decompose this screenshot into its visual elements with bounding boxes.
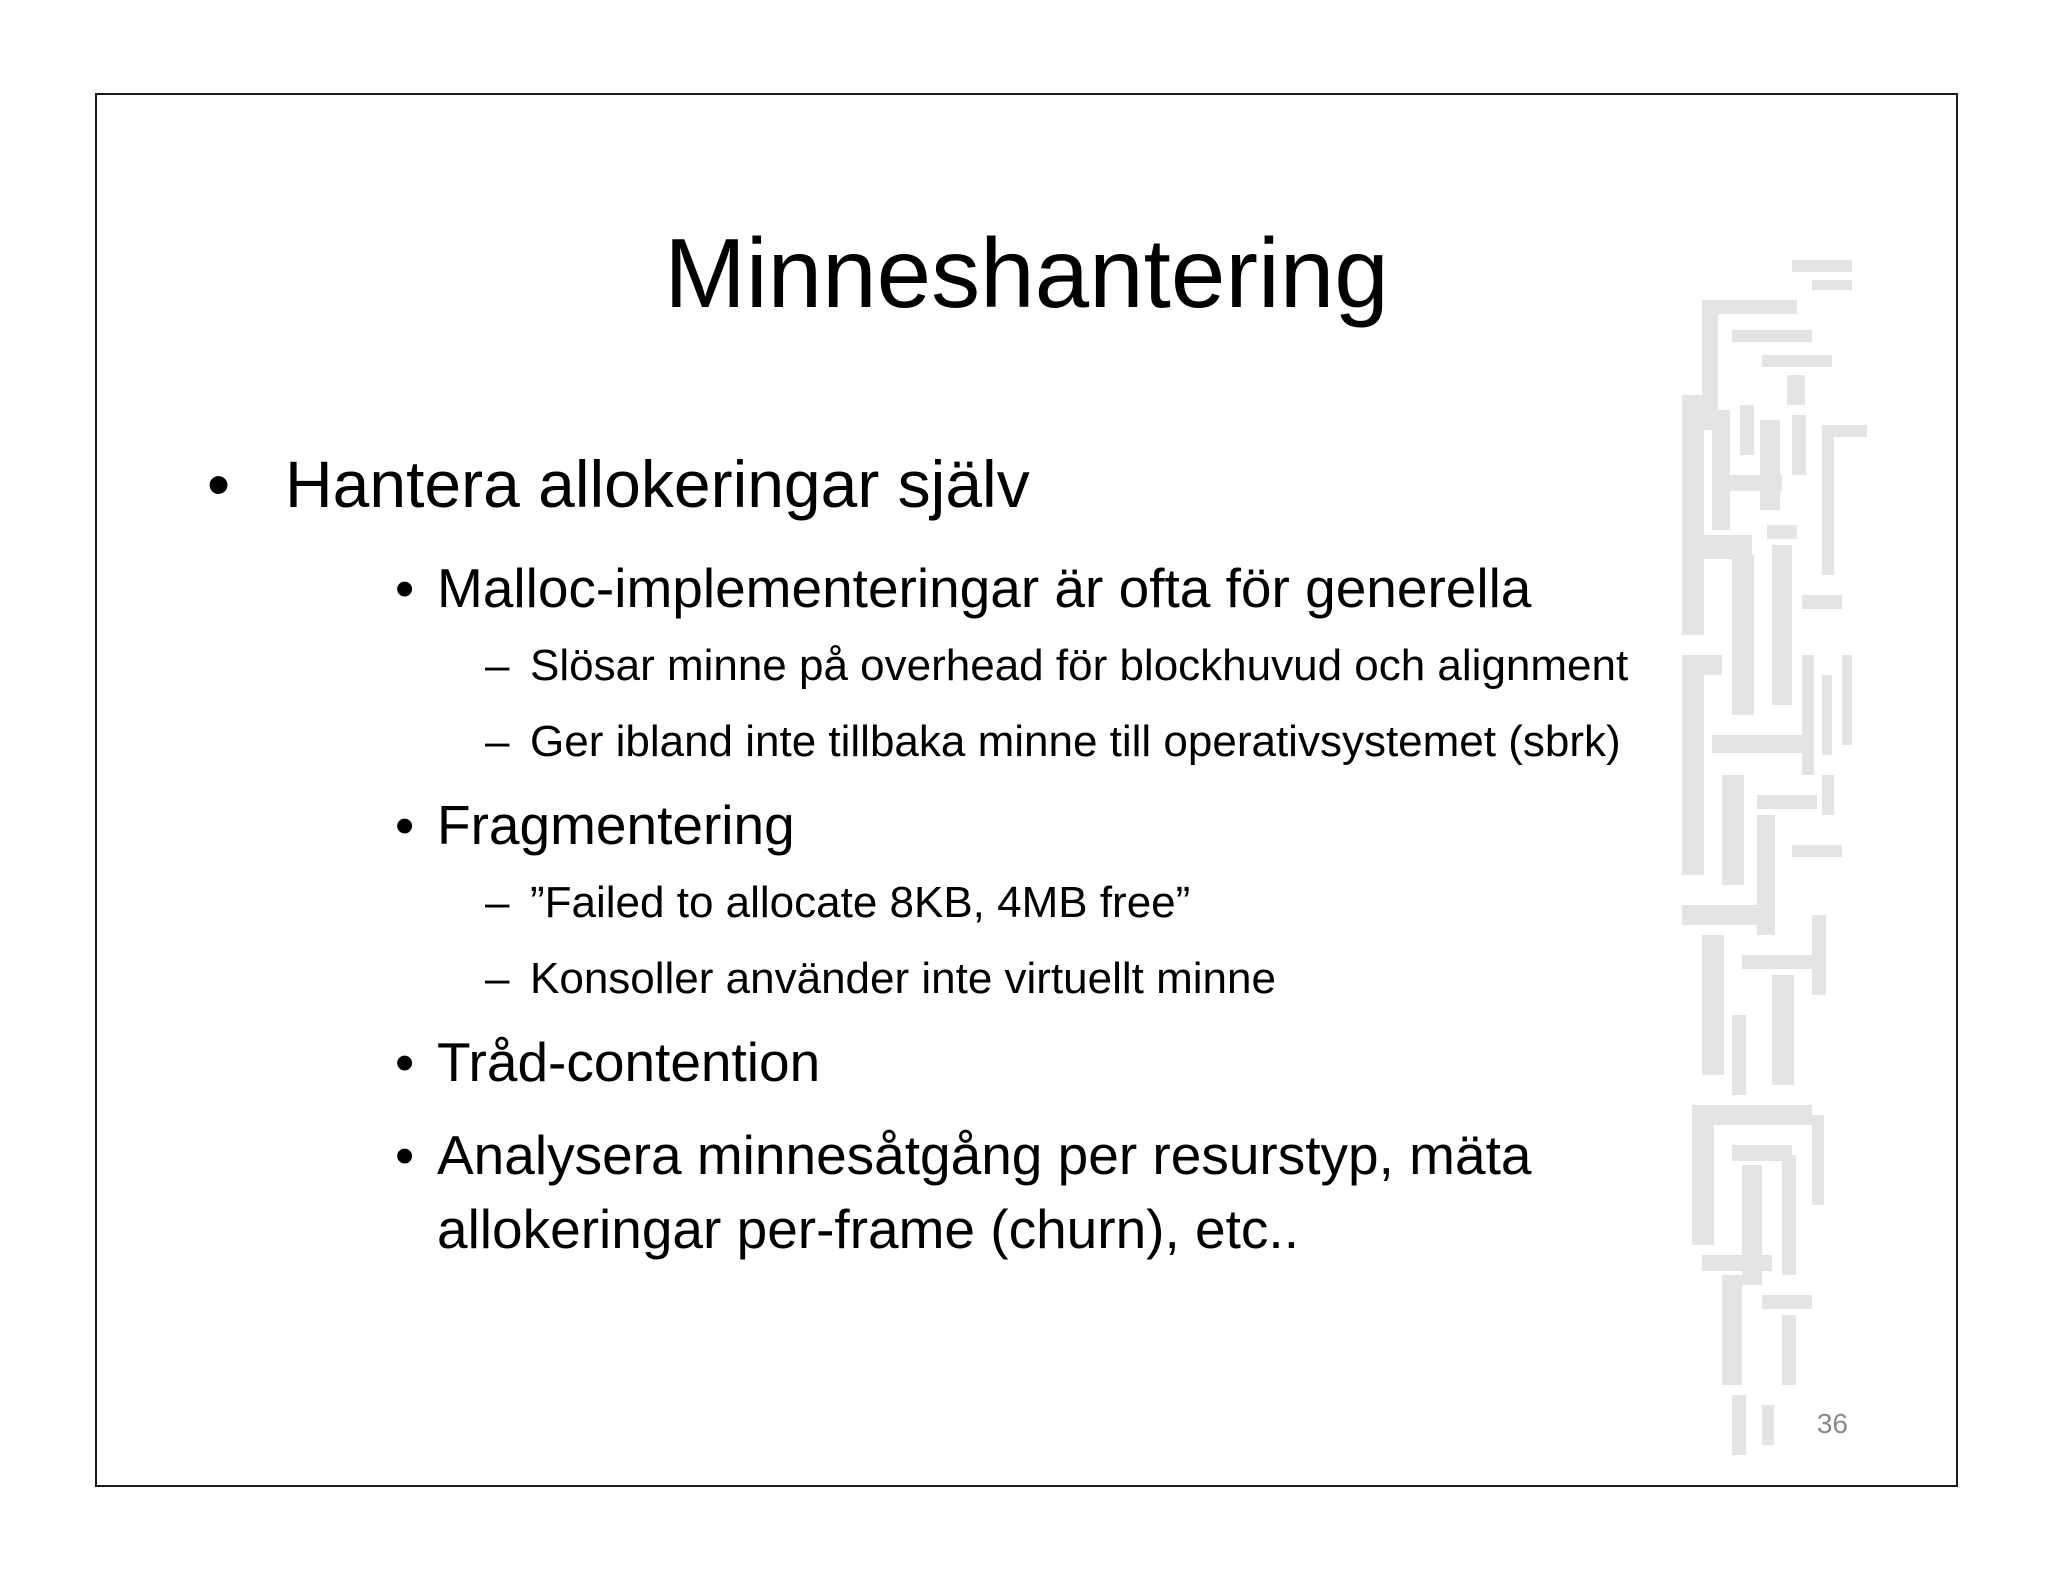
bullet-text: ”Failed to allocate 8KB, 4MB free” — [530, 878, 1191, 927]
slide — [95, 93, 1958, 1487]
bullet-text: allokeringar per-frame (churn), etc.. — [437, 1198, 1299, 1260]
bullet-text: Malloc-implementeringar är ofta för generella — [437, 557, 1532, 619]
bullet-marker: • — [395, 794, 415, 856]
circuit-pattern-icon — [1672, 155, 1958, 1485]
bullet-text: Konsoller använder inte virtuellt minne — [530, 954, 1276, 1003]
dash-marker: – — [485, 717, 510, 766]
slide-number: 36 — [1816, 1408, 1848, 1439]
bullet-marker: • — [395, 1124, 415, 1186]
bullet-text: Ger ibland inte tillbaka minne till operativsystemet (sbrk) — [530, 717, 1621, 766]
slide-title: Minneshantering — [664, 218, 1389, 328]
bullet-text: Hantera allokeringar själv — [285, 447, 1030, 521]
dash-marker: – — [485, 954, 510, 1003]
bullet-marker: • — [395, 557, 415, 619]
bullet-text: Fragmentering — [437, 794, 795, 856]
dash-marker: – — [485, 878, 510, 927]
bullet-marker: • — [207, 447, 231, 521]
bullet-marker: • — [395, 1031, 415, 1093]
bullet-text: Analysera minnesåtgång per resurstyp, mäta — [437, 1124, 1532, 1186]
bullet-text: Slösar minne på overhead för blockhuvud och alignment — [530, 641, 1629, 690]
dash-marker: – — [485, 641, 510, 690]
bullet-text: Tråd-contention — [437, 1031, 821, 1093]
